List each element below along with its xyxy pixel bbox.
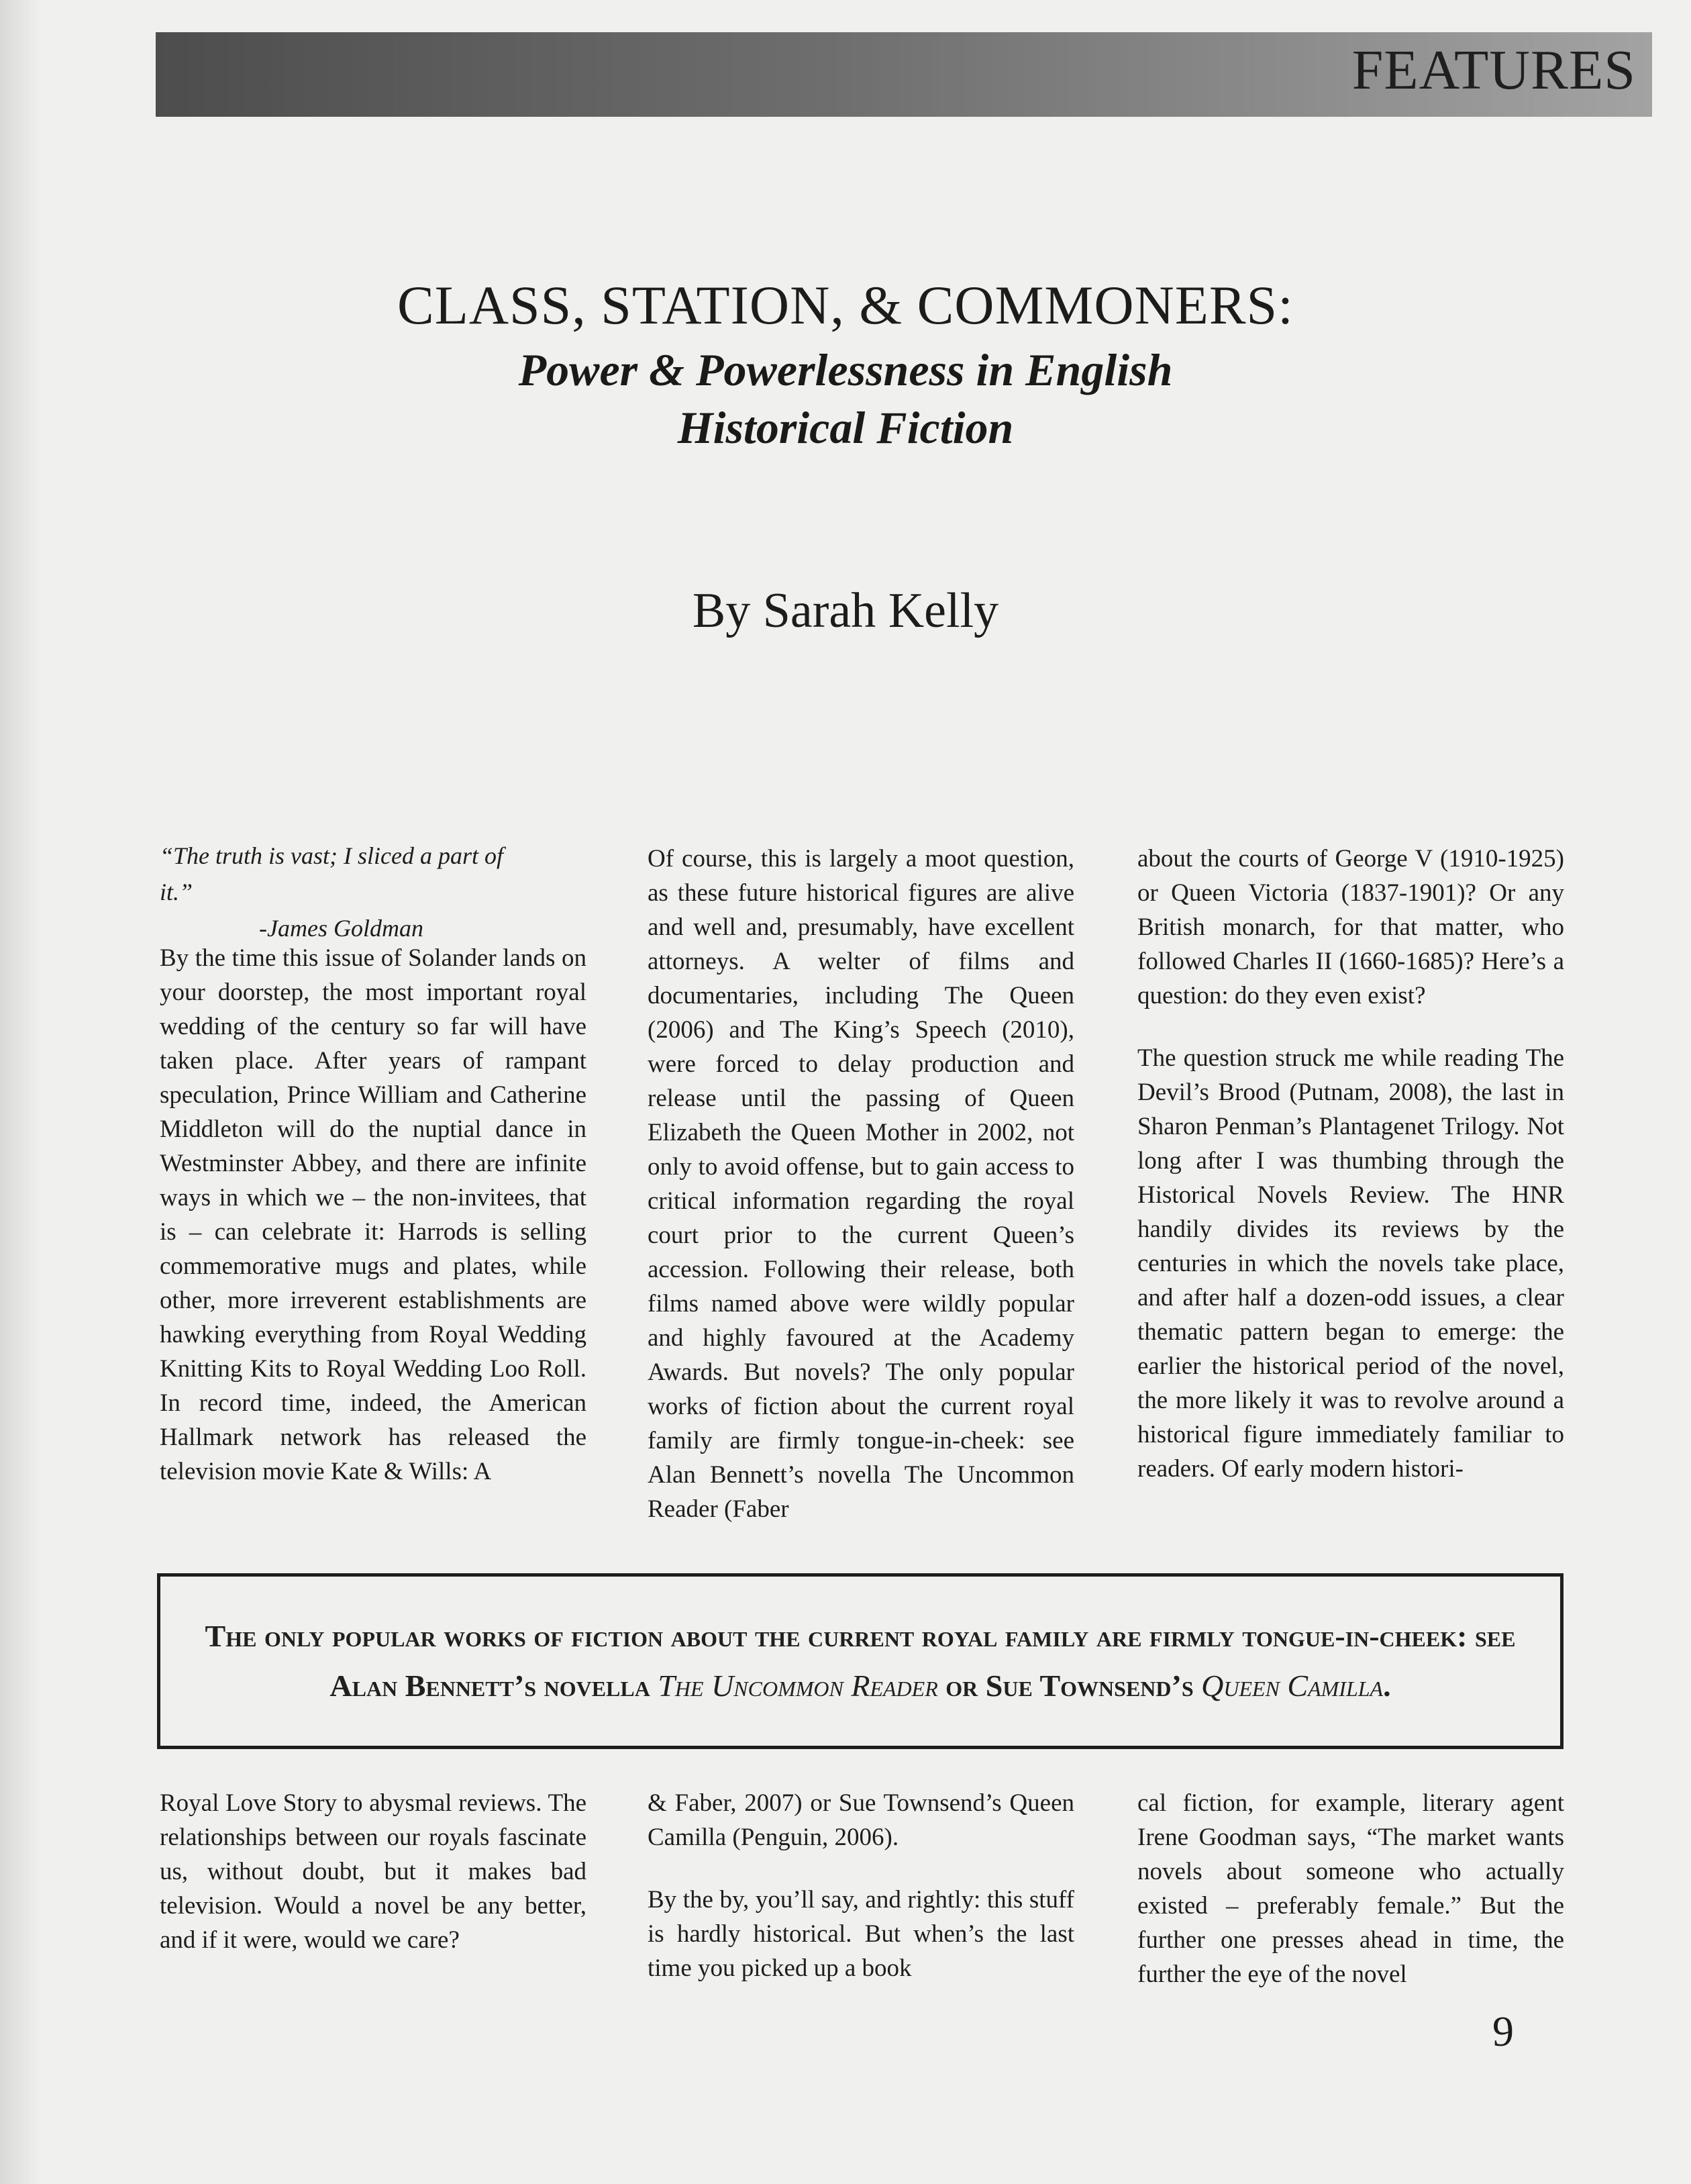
paragraph: & Faber, 2007) or Sue Townsend’s Queen Camilla (Penguin, 2006). (648, 1789, 1074, 1851)
paragraph: Royal Love Story to abysmal reviews. The relationships between our royals fascinate us, without doubt, but it makes bad television. Would a novel be any better, and if it were, would we care? (160, 1789, 586, 1954)
column-3-top (1137, 842, 1564, 1546)
article-subtitle: Power & Powerlessness in English Historical Fiction (518, 344, 1173, 453)
column-1-bottom (160, 1786, 586, 2115)
paragraph: cal fiction, for example, literary agent Irene Goodman says, “The market wants novels about someone who actually existed – preferably female.” But the further one presses ahead in time, the further the eye of the novel (1137, 1789, 1564, 1988)
paragraph: By the by, you’ll say, and rightly: this stuff is hardly historical. But when’s the last time you picked up a book (648, 1886, 1074, 1982)
column-1-top (160, 941, 586, 1545)
article-title: CLASS, STATION, & COMMONERS: (397, 275, 1294, 336)
epigraph (160, 838, 535, 946)
paragraph: about the courts of George V (1910-1925) or Queen Victoria (1837-1901)? Or any British monarch, for that matter, who followed Charles II (1660-1685)? Here’s a question: do they even exist? (1137, 845, 1564, 1009)
epigraph-author: -James Goldman (259, 915, 423, 942)
section-header-bar (156, 32, 1652, 117)
column-3-bottom (1137, 1786, 1564, 2115)
article-byline: By Sarah Kelly (692, 583, 999, 638)
pull-quote-text (203, 1611, 1518, 1711)
section-label: FEATURES (1351, 39, 1636, 101)
paragraph: By the time this issue of Solander lands on your doorstep, the most important royal wedding of the century so far will have taken place. After years of rampant speculation, Prince William and Catherine Middleton will do the nuptial dance in Westminster Abbey, and there are infinite ways in which we – the non-invitees, that is – can celebrate it: Harrods is selling commemorative mugs and plates, while other, more irreverent establishments are hawking everything from Royal Wedding Knitting Kits to Royal Wedding Loo Roll. In record time, indeed, the American Hallmark network has released the television movie Kate & Wills: A (160, 944, 586, 1485)
pull-quote-book-title: The Uncommon Reader (658, 1669, 938, 1703)
pull-quote-part: The only popular works of fiction about the current royal family are firmly tongue-in-cheek: see Alan Bennett’s novella (205, 1619, 1516, 1703)
page-number: 9 (1492, 2007, 1514, 2055)
epigraph-quote: “The truth is vast; I sliced a part of it.” (160, 842, 503, 905)
pull-quote-part: . (1383, 1669, 1391, 1703)
column-2-bottom (648, 1786, 1074, 2115)
paragraph: Of course, this is largely a moot question, as these future historical figures are alive and well and, presumably, have excellent attorneys. A welter of films and documentaries, including The Queen (2006) and The King’s Speech (2010), were forced to delay production and release until the passing of Queen Elizabeth the Queen Mother in 2002, not only to avoid offense, but to gain access to critical information regarding the royal court prior to the current Queen’s accession. Following their release, both films named above were wildly popular and highly favoured at the Academy Awards. But novels? The only popular works of fiction about the current royal family are firmly tongue-in-cheek: see Alan Bennett’s novella The Uncommon Reader (Faber (648, 845, 1074, 1523)
column-2-top (648, 842, 1074, 1546)
paragraph: The question struck me while reading The Devil’s Brood (Putnam, 2008), the last in Sharon Penman’s Plantagenet Trilogy. Not long after I was thumbing through the Historical Novels Review. The HNR handily divides its reviews by the centuries in which the novels take place, and after half a dozen-odd issues, a clear thematic pattern began to emerge: the earlier the historical period of the novel, the more likely it was to revolve around a historical figure immediately familiar to readers. Of early modern histori- (1137, 1044, 1564, 1483)
pull-quote-box (157, 1573, 1564, 1749)
pull-quote-part: or Sue Townsend’s (937, 1669, 1202, 1703)
pull-quote-book-title: Queen Camilla (1201, 1669, 1384, 1703)
